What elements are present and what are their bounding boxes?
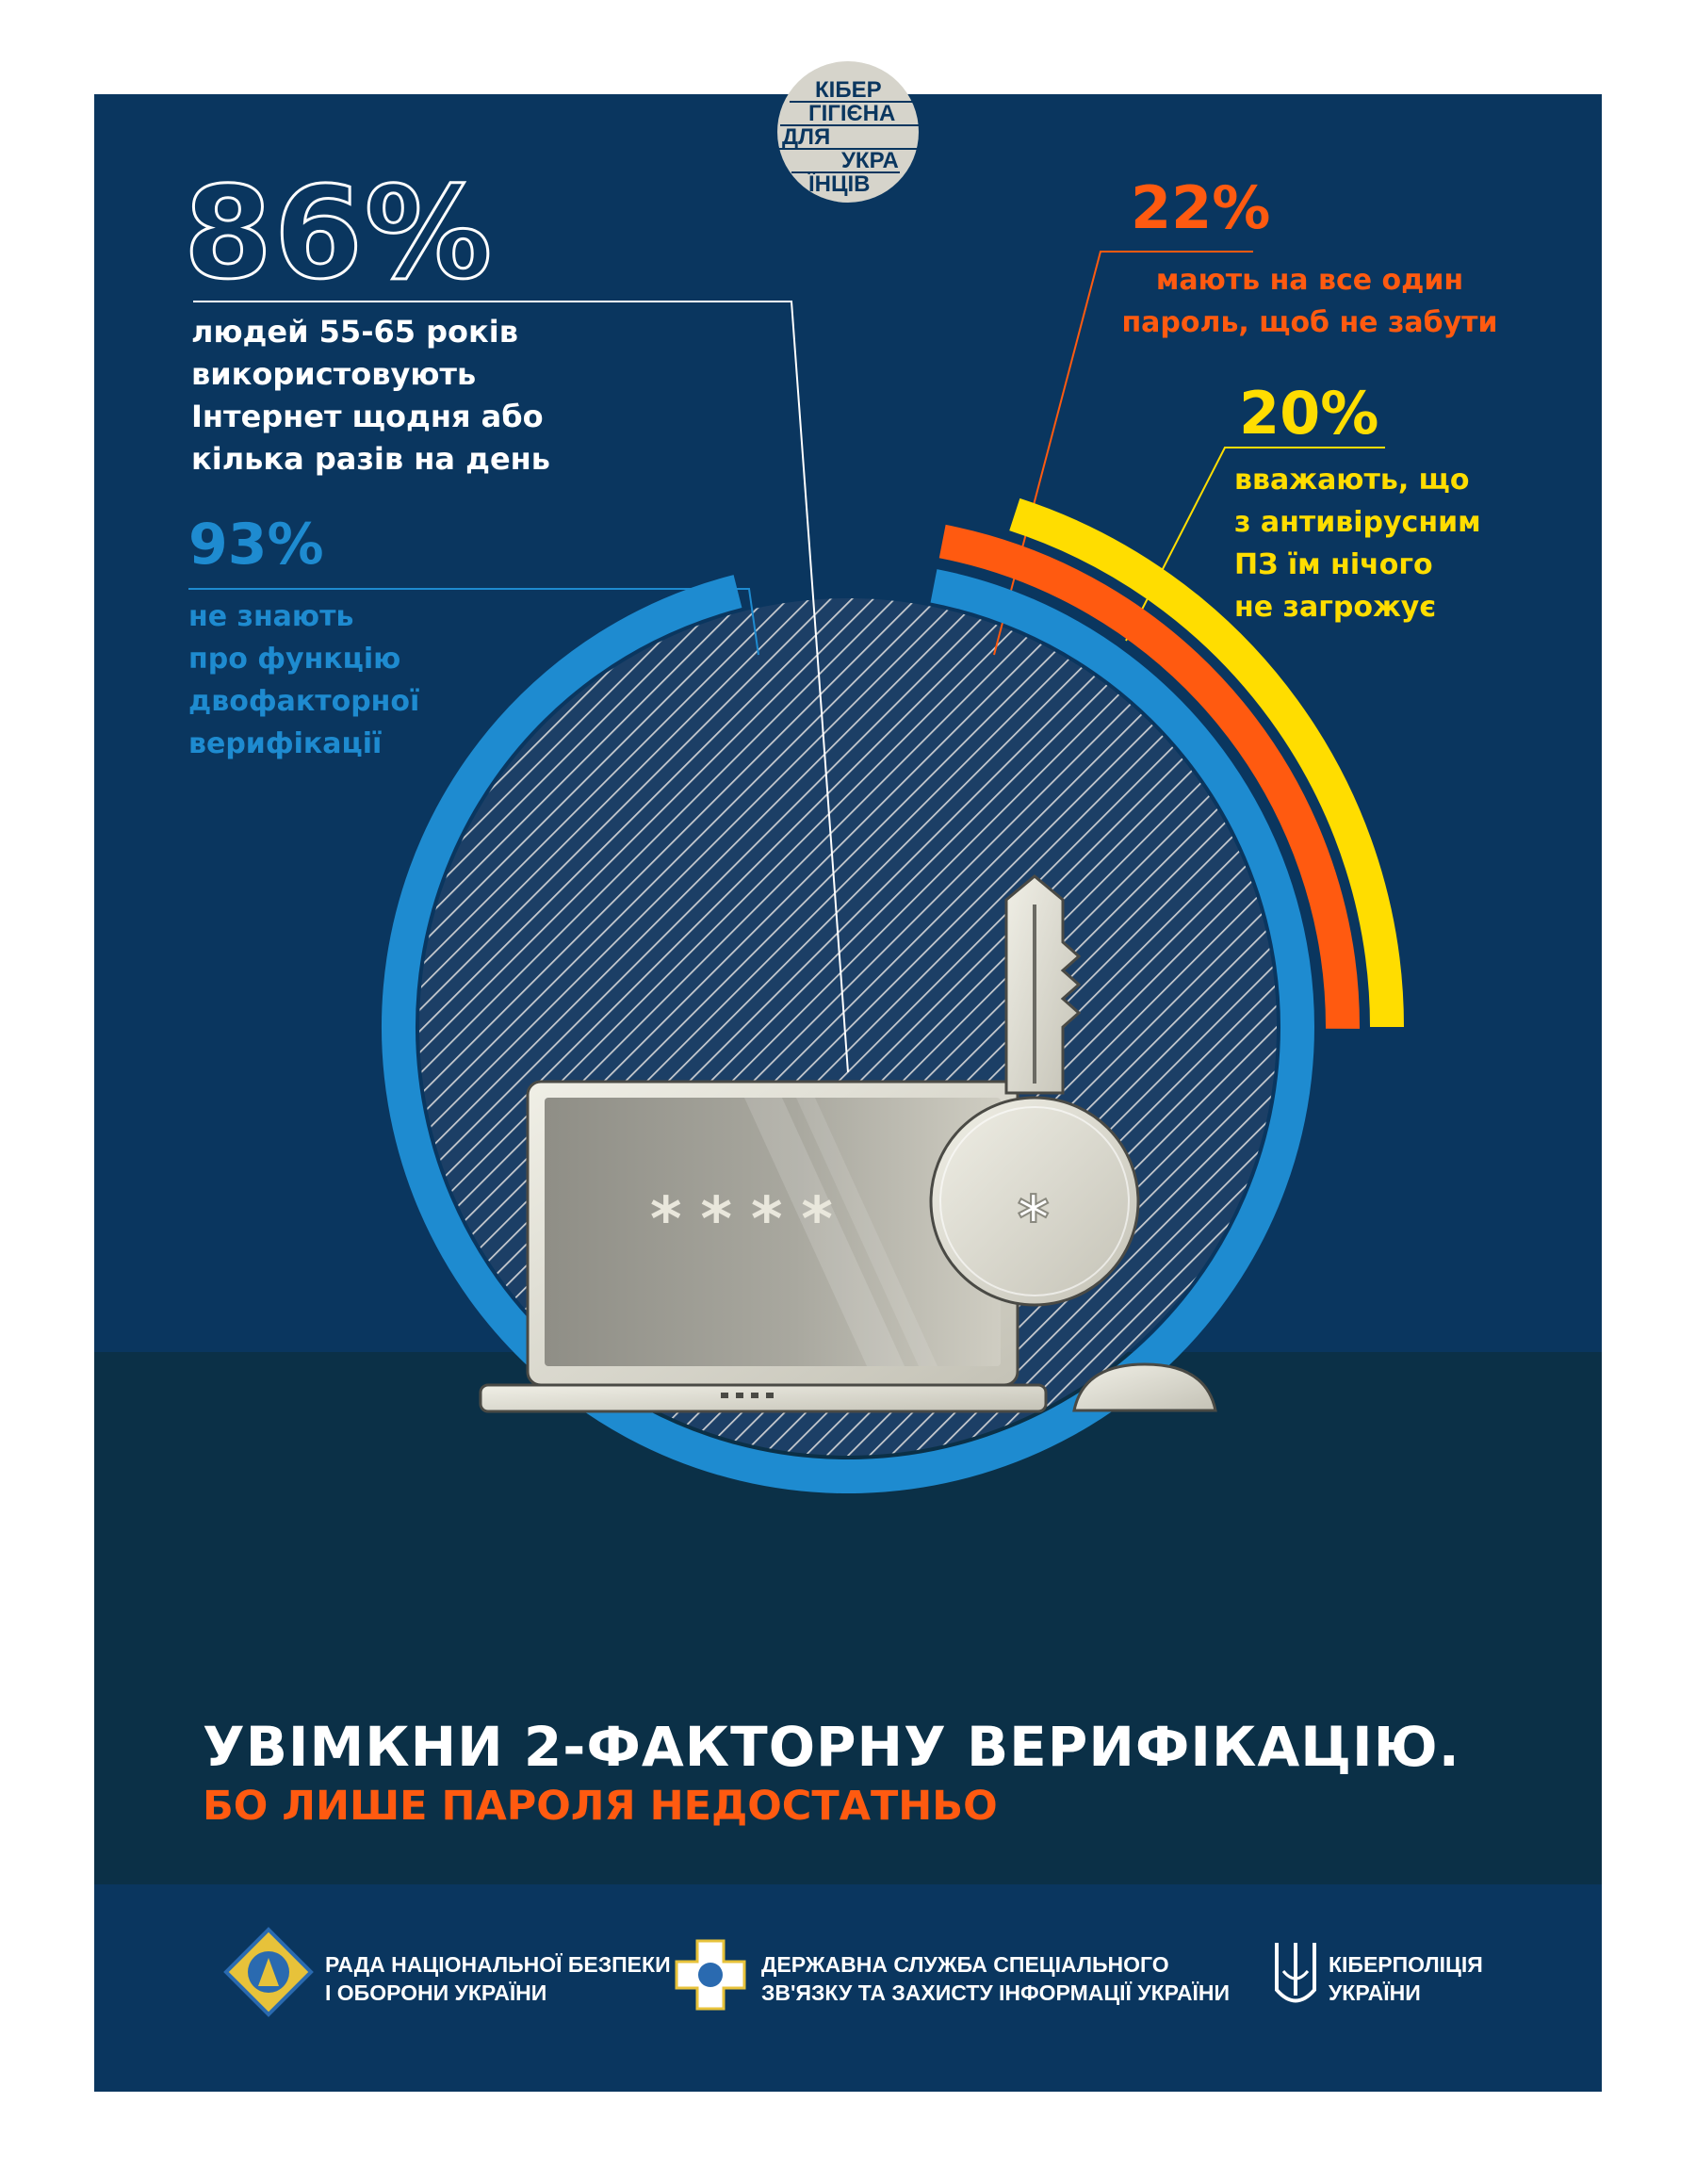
org-cyberpolice xyxy=(1329,1950,1483,2007)
badge-line-1: КІБЕР xyxy=(815,77,882,103)
org-sszzi-line-1: ДЕРЖАВНА СЛУЖБА СПЕЦІАЛЬНОГО xyxy=(761,1952,1169,1977)
stat-antivirus-text xyxy=(1234,459,1517,628)
stat-internet-text xyxy=(191,311,681,481)
key-asterisk-icon: * xyxy=(1018,1184,1050,1254)
org-nsdc xyxy=(325,1950,671,2007)
org-sszzi-line-2: ЗВ'ЯЗКУ ТА ЗАХИСТУ ІНФОРМАЦІЇ УКРАЇНИ xyxy=(761,1980,1231,2005)
nsdc-emblem-icon xyxy=(226,1930,311,2014)
stat-password-line-1: мають на все один xyxy=(1155,264,1464,297)
badge-line-5: ЇНЦІВ xyxy=(808,171,871,197)
sszzi-emblem-icon xyxy=(677,1941,744,2009)
org-sszzi xyxy=(761,1950,1230,2007)
stat-password-text xyxy=(1121,259,1498,344)
stat-password-value: 22% xyxy=(1131,173,1271,242)
org-nsdc-line-2: І ОБОРОНИ УКРАЇНИ xyxy=(325,1980,547,2005)
org-nsdc-line-1: РАДА НАЦІОНАЛЬНОЇ БЕЗПЕКИ xyxy=(325,1952,671,1977)
stat-2fa-value: 93% xyxy=(188,512,324,578)
password-mask: **** xyxy=(650,1185,852,1255)
badge-line-3: ДЛЯ xyxy=(782,124,831,150)
badge-line-4: УКРА xyxy=(841,148,899,173)
stat-internet-line-4: кілька разів на день xyxy=(191,441,550,477)
cyberpolice-emblem-icon xyxy=(1277,1943,1314,2001)
badge-line-2: ГІГІЄНА xyxy=(808,101,896,126)
stat-2fa-line-2: про функцію xyxy=(188,643,401,676)
stat-2fa-line-4: верифікації xyxy=(188,727,383,760)
headline-sub: БО ЛИШЕ ПАРОЛЯ НЕДОСТАТНЬО xyxy=(203,1783,998,1830)
stat-internet-line-2: використовують xyxy=(191,356,477,392)
stat-internet-value: 86% xyxy=(184,159,495,307)
stat-antivirus-line-2: з антивірусним xyxy=(1234,506,1481,539)
stat-internet-line-1: людей 55-65 років xyxy=(191,314,518,350)
stat-2fa-line-1: не знають xyxy=(188,600,354,633)
org-cyberpolice-line-1: КІБЕРПОЛІЦІЯ xyxy=(1329,1952,1483,1977)
stat-antivirus-line-1: вважають, що xyxy=(1234,464,1470,497)
stat-antivirus-value: 20% xyxy=(1239,379,1379,448)
stat-internet-line-3: Інтернет щодня або xyxy=(191,399,544,434)
headline-main: УВІМКНИ 2-ФАКТОРНУ ВЕРИФІКАЦІЮ. xyxy=(203,1715,1460,1779)
org-cyberpolice-line-2: УКРАЇНИ xyxy=(1329,1980,1421,2005)
stat-antivirus-line-3: ПЗ їм нічого xyxy=(1234,548,1433,581)
stat-2fa-text xyxy=(188,595,660,765)
stat-2fa-line-3: двофакторної xyxy=(188,685,420,718)
stat-password-line-2: пароль, щоб не забути xyxy=(1121,306,1498,339)
stat-antivirus-line-4: не загрожує xyxy=(1234,591,1437,624)
